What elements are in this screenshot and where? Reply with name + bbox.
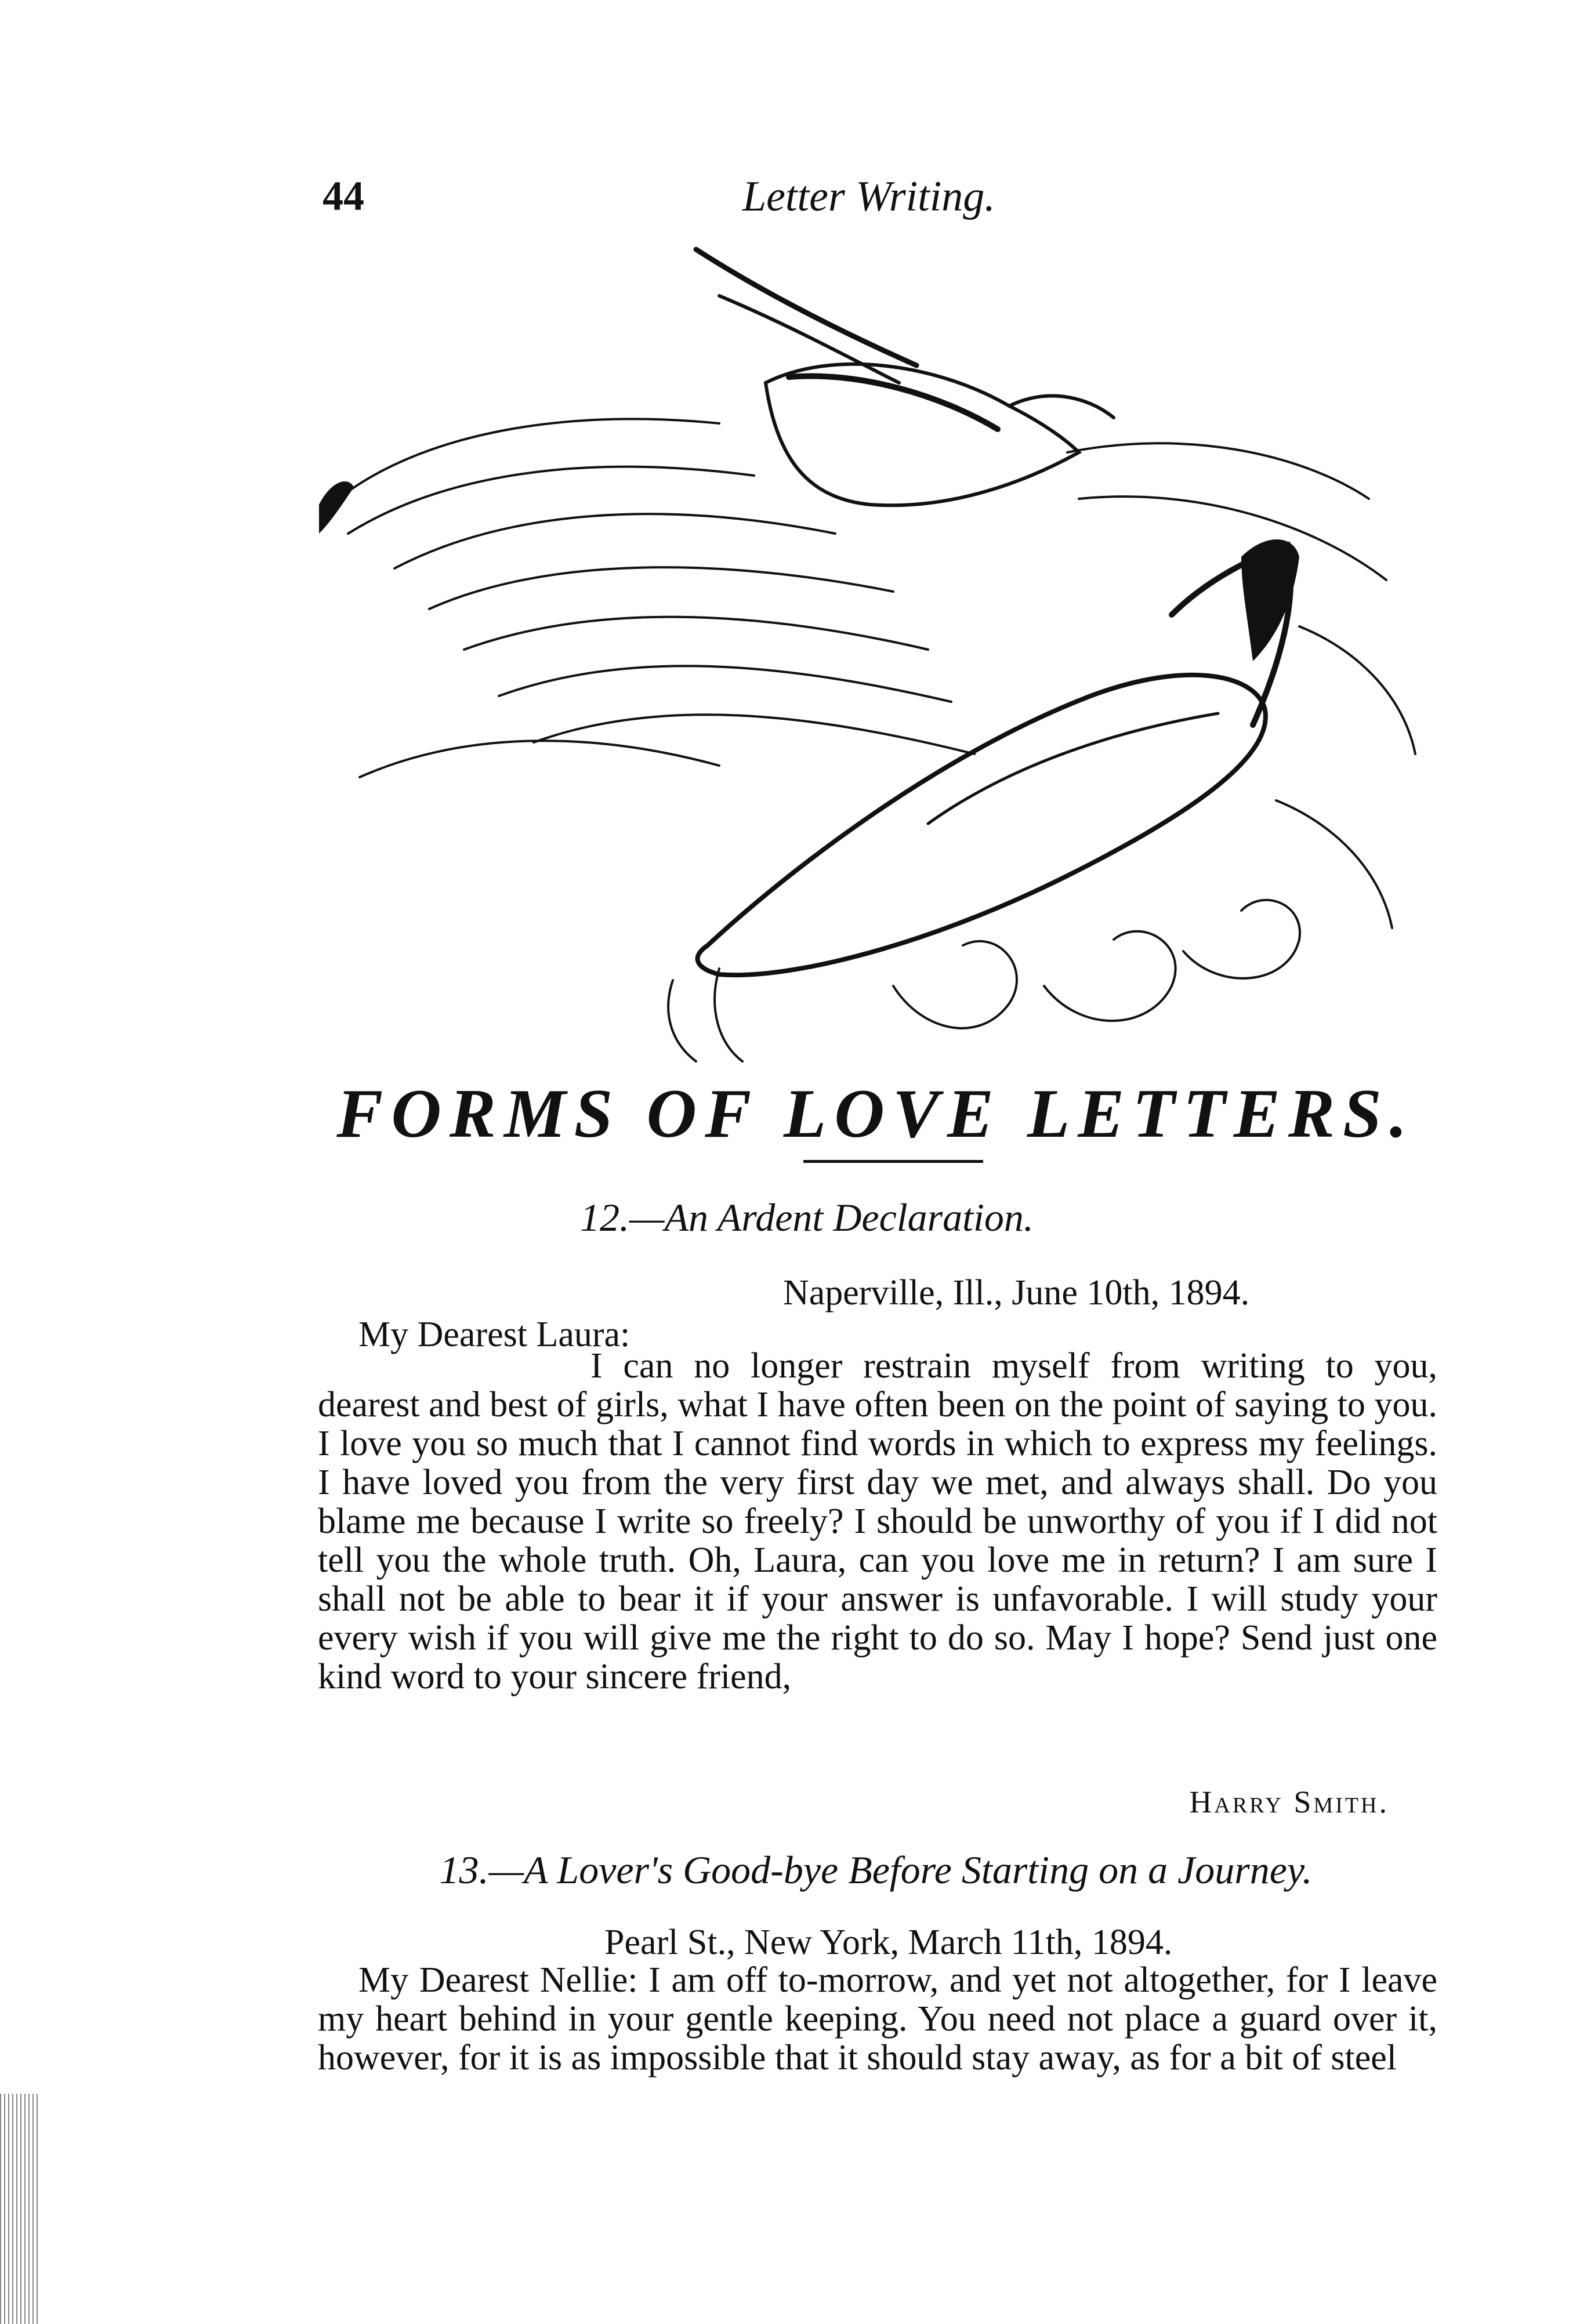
section-title: FORMS OF LOVE LETTERS. [336, 1075, 1415, 1152]
flourish-sweep [360, 741, 719, 777]
bird-tail-stroke [696, 249, 916, 365]
letter-body: I can no longer restrain myself from writing to you, dearest and best of girls, what I have often been on the point of saying to you. I love you so much that I cannot find words in which to express my feelings. I have loved you from the very first day we met, and always shall. Do you blame me because I write so freely? I should be unworthy of you if I did not tell you the whole truth. Oh, Laura, can you love me in return? I am sure I shall not be able to bear it if your answer is unfavorable. I will study your every wish if you will give me the right to do so. May I hope? Send just one kind word to your sincere friend, [318, 1346, 1437, 1696]
title-rule [803, 1160, 983, 1163]
flourish-sweep [1299, 626, 1415, 754]
running-head: Letter Writing. [742, 173, 995, 220]
flourish-tip [319, 481, 354, 534]
flourish-sweep [429, 567, 893, 609]
flourish-sweep [394, 514, 835, 568]
flourish-sweep [1276, 800, 1392, 928]
flourish-loop [715, 969, 742, 1061]
flourish-sweep [348, 467, 754, 534]
flourish-loop [1183, 900, 1300, 978]
bird-body [766, 364, 1079, 505]
letter-heading: 12.—An Ardent Declaration. [580, 1195, 1034, 1239]
letter-heading: 13.—A Lover's Good-bye Before Starting on a Journey. [439, 1848, 1313, 1892]
flourish-sweep [1067, 443, 1369, 499]
flourish-loop [893, 941, 1017, 1028]
letter-dateline: Naperville, Ill., June 10th, 1894. [783, 1273, 1250, 1313]
page-number: 44 [323, 173, 364, 219]
quill-inner [928, 713, 1218, 824]
calligraphic-bird-flourish-icon [313, 232, 1473, 1073]
flourish-sweep [464, 617, 928, 650]
flourish-sweep [534, 715, 974, 754]
letter-salutation: My Dearest Laura: [358, 1315, 631, 1354]
letter-dateline: Pearl St., New York, March 11th, 1894. [604, 1923, 1173, 1962]
letter-signature: Harry Smith. [1189, 1785, 1389, 1819]
binding-edge [0, 2094, 41, 2324]
flourish-sweep [499, 666, 951, 702]
flourish-loop [1044, 931, 1176, 1021]
flourish-sweep [325, 419, 719, 510]
letter-body: My Dearest Nellie: I am off to-morrow, and yet not altogether, for I leave my heart behind in your gentle keeping. You need not place a guard over it, however, for it is as impossible that it should stay away, as for a bit of steel [318, 1960, 1437, 2078]
flourish-loop [668, 980, 696, 1061]
